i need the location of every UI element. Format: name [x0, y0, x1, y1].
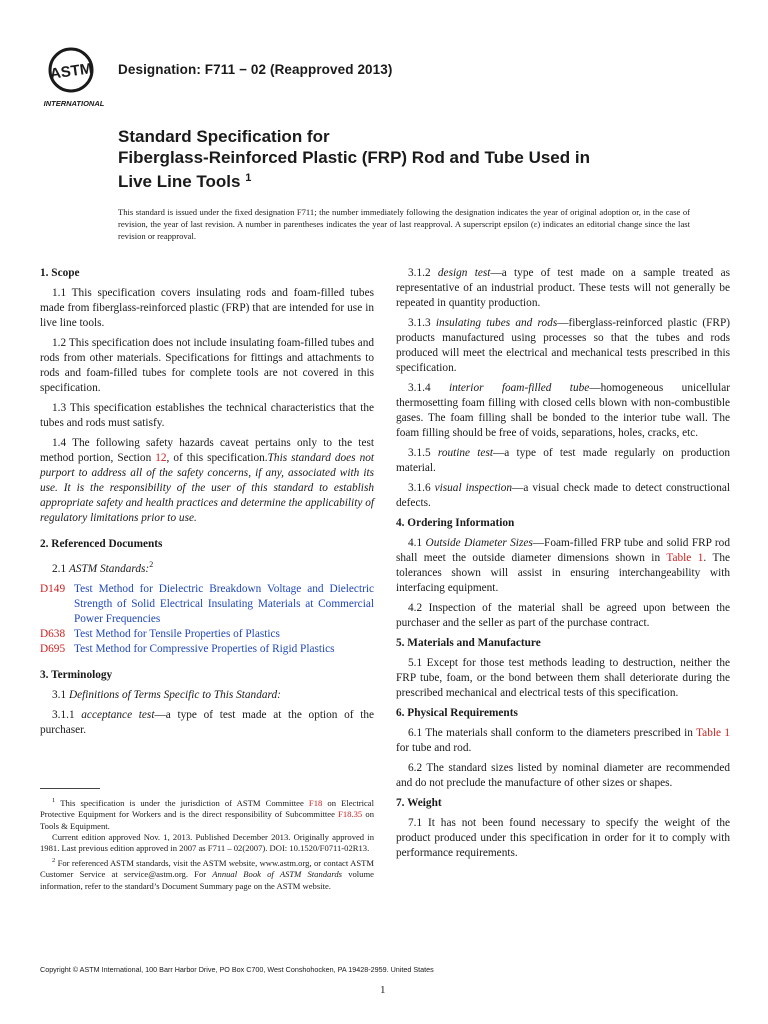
num: 4.1 [408, 537, 426, 549]
para-3-1-num: 3.1 [52, 688, 69, 701]
title-footnote-mark: 1 [245, 172, 252, 184]
para-3-1-6 [396, 481, 730, 511]
left-column [40, 266, 374, 738]
definition: —homogeneous unicellular thermosetting foam filling with closed cells blown with non-combustible gases. The foam filling shall be bonded to the interior tube wall. The foam filling should be free of voids, separations, holes, cracks, etc. [396, 382, 730, 439]
ref-code[interactable]: D149 [40, 582, 66, 595]
num: 3.1.6 [408, 482, 435, 494]
definition-acceptance-test: —a type of test made at the option of the purchaser. [40, 708, 374, 736]
para-7-1: 7.1 It has not been found necessary to specify the weight of the product produced under this specification in order for it to comply with performance requirements. [396, 817, 730, 859]
section-heading-weight: 7. Weight [396, 797, 442, 809]
para-1-4 [40, 436, 374, 526]
footnote-1 [40, 795, 374, 832]
para-1-2: 1.2 This specification does not include insulating foam-filled tubes and rods from other materials. Specifications for fittings and attachments to rods and foam-filled tubes for complete tools are not covered in this specification. [40, 337, 374, 394]
num: 3.1.5 [408, 447, 438, 459]
num: 3.1.2 [408, 267, 438, 279]
committee-f18-link[interactable]: F18 [308, 797, 323, 808]
logo-text: ASTM [48, 60, 94, 83]
title-line-1: Standard Specification for [118, 127, 330, 146]
definition: —a visual check made to detect constructional defects. [396, 482, 730, 509]
ref-title[interactable]: Test Method for Dielectric Breakdown Voltage and Dielectric Strength of Solid Electrical Insulating Materials at Commercial Power Frequencies [74, 582, 374, 625]
term-visual-inspection: visual inspection [434, 482, 513, 494]
footnote-1-text-c: on Tools & Equipment. [40, 809, 374, 831]
ref-code[interactable]: D695 [40, 642, 66, 655]
table-1-link[interactable]: Table 1 [696, 727, 730, 739]
designation: Designation: F711 − 02 (Reapproved 2013) [118, 62, 393, 77]
subcommittee-link[interactable]: F18.35 [338, 809, 363, 820]
section-heading-ordering: 4. Ordering Information [396, 517, 515, 529]
num: 3.1.3 [408, 317, 436, 329]
footnote-1-mark: 1 [52, 797, 56, 804]
footnote-2-text-b: volume information, refer to the standard’s Document Summary page on the ASTM website. [40, 869, 374, 891]
para-3-1 [40, 688, 374, 703]
num: 3.1.4 [408, 382, 449, 394]
definition: —a type of test made regularly on production material. [396, 447, 730, 474]
ref-item-d638[interactable] [40, 627, 374, 642]
term-routine-test: routine test [437, 447, 493, 459]
para-1-4-text-b: , of this specification. [166, 452, 268, 464]
para-4-1 [396, 536, 730, 596]
text-b: . The tolerances shown will assist in ensuring interchangeability with interfacing equipment. [396, 552, 731, 594]
term-insulating-tubes: insulating tubes and rods [435, 317, 558, 329]
text: —Foam-filled FRP tube and solid FRP rod shall meet the outside diameter dimensions shown in [396, 537, 730, 564]
logo-subtext: INTERNATIONAL [43, 99, 105, 108]
para-3-1-3 [396, 316, 730, 376]
section-heading-materials: 5. Materials and Manufacture [396, 637, 541, 649]
para-5-1: 5.1 Except for those test methods leading to destruction, neither the FRP tube, foam, or the bond between them shall deteriorate during the prescribed mechanical and electrical tests of this specification. [396, 657, 730, 699]
para-2-1 [40, 557, 374, 577]
astm-standards-label: ASTM Standards: [68, 562, 150, 575]
para-6-2: 6.2 The standard sizes listed by nominal diameter are recommended and do not preclude the manufacture of other sizes or shapes. [396, 762, 730, 789]
footnote-1-text: This specification is under the jurisdiction of ASTM Committee [55, 797, 309, 808]
astm-logo [40, 44, 112, 108]
section-heading-scope: 1. Scope [40, 267, 80, 279]
para-3-1-1 [40, 708, 374, 738]
para-1-4-text: 1.4 The following safety hazards caveat pertains only to the test method portion, Section [40, 437, 374, 464]
footnote-1-edition: Current edition approved Nov. 1, 2013. Published December 2013. Originally approved in 1981. Last previous edition approved in 2007 as F711 – 02(2007). DOI: 10.1520/F0711-02R13. [40, 832, 374, 854]
right-column [396, 266, 730, 866]
para-6-1 [396, 726, 730, 756]
section-heading-physical: 6. Physical Requirements [396, 707, 518, 719]
ref-item-d149[interactable] [40, 582, 374, 627]
para-4-2: 4.2 Inspection of the material shall be agreed upon between the purchaser and the seller as part of the purchase contract. [396, 602, 730, 629]
ref-code[interactable]: D638 [40, 627, 66, 640]
para-3-1-4 [396, 381, 730, 441]
standard-notice: This standard is issued under the fixed designation F711; the number immediately following the designation indicates the year of original adoption or, in the case of revision, the year of last revision. A number in parentheses indicates the year of last reapproval. A superscript epsilon (ε) indicates an editorial change since the last revision or reapproval. [118, 207, 690, 241]
title-line-2: Fiberglass-Reinforced Plastic (FRP) Rod and Tube Used in [118, 148, 590, 167]
term-foam-filled-tube: interior foam-filled tube [448, 382, 590, 394]
footnote-2-mark: 2 [52, 856, 56, 864]
footnote-mark-2: 2 [149, 560, 154, 569]
para-1-1: 1.1 This specification covers insulating rods and foam-filled tubes made from fiberglass-reinforced plastic (FRP) that are intended for use in live line tools. [40, 287, 374, 329]
text: 6.1 The materials shall conform to the diameters prescribed in [408, 727, 697, 739]
section-12-link[interactable]: 12 [155, 452, 167, 464]
section-heading-referenced-documents: 2. Referenced Documents [40, 538, 163, 550]
ref-item-d695[interactable] [40, 642, 374, 657]
para-2-1-num: 2.1 [52, 562, 69, 575]
footnote-rule [40, 788, 100, 789]
title-line-3 [118, 168, 718, 192]
table-1-link[interactable]: Table 1 [666, 552, 704, 564]
page-number: 1 [380, 984, 386, 996]
footnote-2-text: For referenced ASTM standards, visit the ASTM website, www.astm.org, or contact ASTM Customer Service at service@astm.org. For [40, 857, 374, 880]
title-line-3-text: Live Line Tools [118, 172, 241, 191]
footnotes [40, 795, 374, 892]
ref-title[interactable]: Test Method for Tensile Properties of Plastics [74, 627, 280, 640]
term-design-test: design test [437, 267, 491, 279]
annual-book-title: Annual Book of ASTM Standards [212, 869, 343, 880]
footnote-1-text-b: on Electrical Protective Equipment for Workers and is the direct responsibility of Subcommittee [40, 797, 374, 820]
text-b: for tube and rod. [396, 742, 472, 754]
para-1-3: 1.3 This specification establishes the technical characteristics that the tubes and rods must satisfy. [40, 402, 374, 429]
definition: —a type of test made on a sample treated as representative of an industrial product. These tests will not generally be repeated in quantity production. [396, 267, 730, 309]
ref-title[interactable]: Test Method for Compressive Properties of Rigid Plastics [74, 642, 335, 655]
footnote-2 [40, 855, 374, 892]
definition: —fiberglass-reinforced plastic (FRP) products manufactured using processes so that the tubes and rods produced will meet the electrical and mechanical tests prescribed in this specification. [396, 317, 730, 374]
term-acceptance-test: acceptance test [81, 708, 155, 721]
section-heading-terminology: 3. Terminology [40, 668, 113, 681]
copyright-notice: Copyright © ASTM International, 100 Barr Harbor Drive, PO Box C700, West Conshohocken, PA 19428-2959. United States [40, 965, 434, 974]
para-3-1-2 [396, 266, 730, 311]
document-title [118, 126, 718, 192]
safety-caveat: This standard does not purport to address all of the safety concerns, if any, associated with its use. It is the responsibility of the user of this standard to establish appropriate safety and health practices and determine the applicability of regulatory limitations prior to use. [40, 452, 375, 524]
para-3-1-1-num: 3.1.1 [52, 708, 82, 721]
definitions-label: Definitions of Terms Specific to This Standard: [68, 688, 281, 701]
para-3-1-5 [396, 446, 730, 476]
outside-diameter-label: Outside Diameter Sizes [425, 537, 533, 549]
